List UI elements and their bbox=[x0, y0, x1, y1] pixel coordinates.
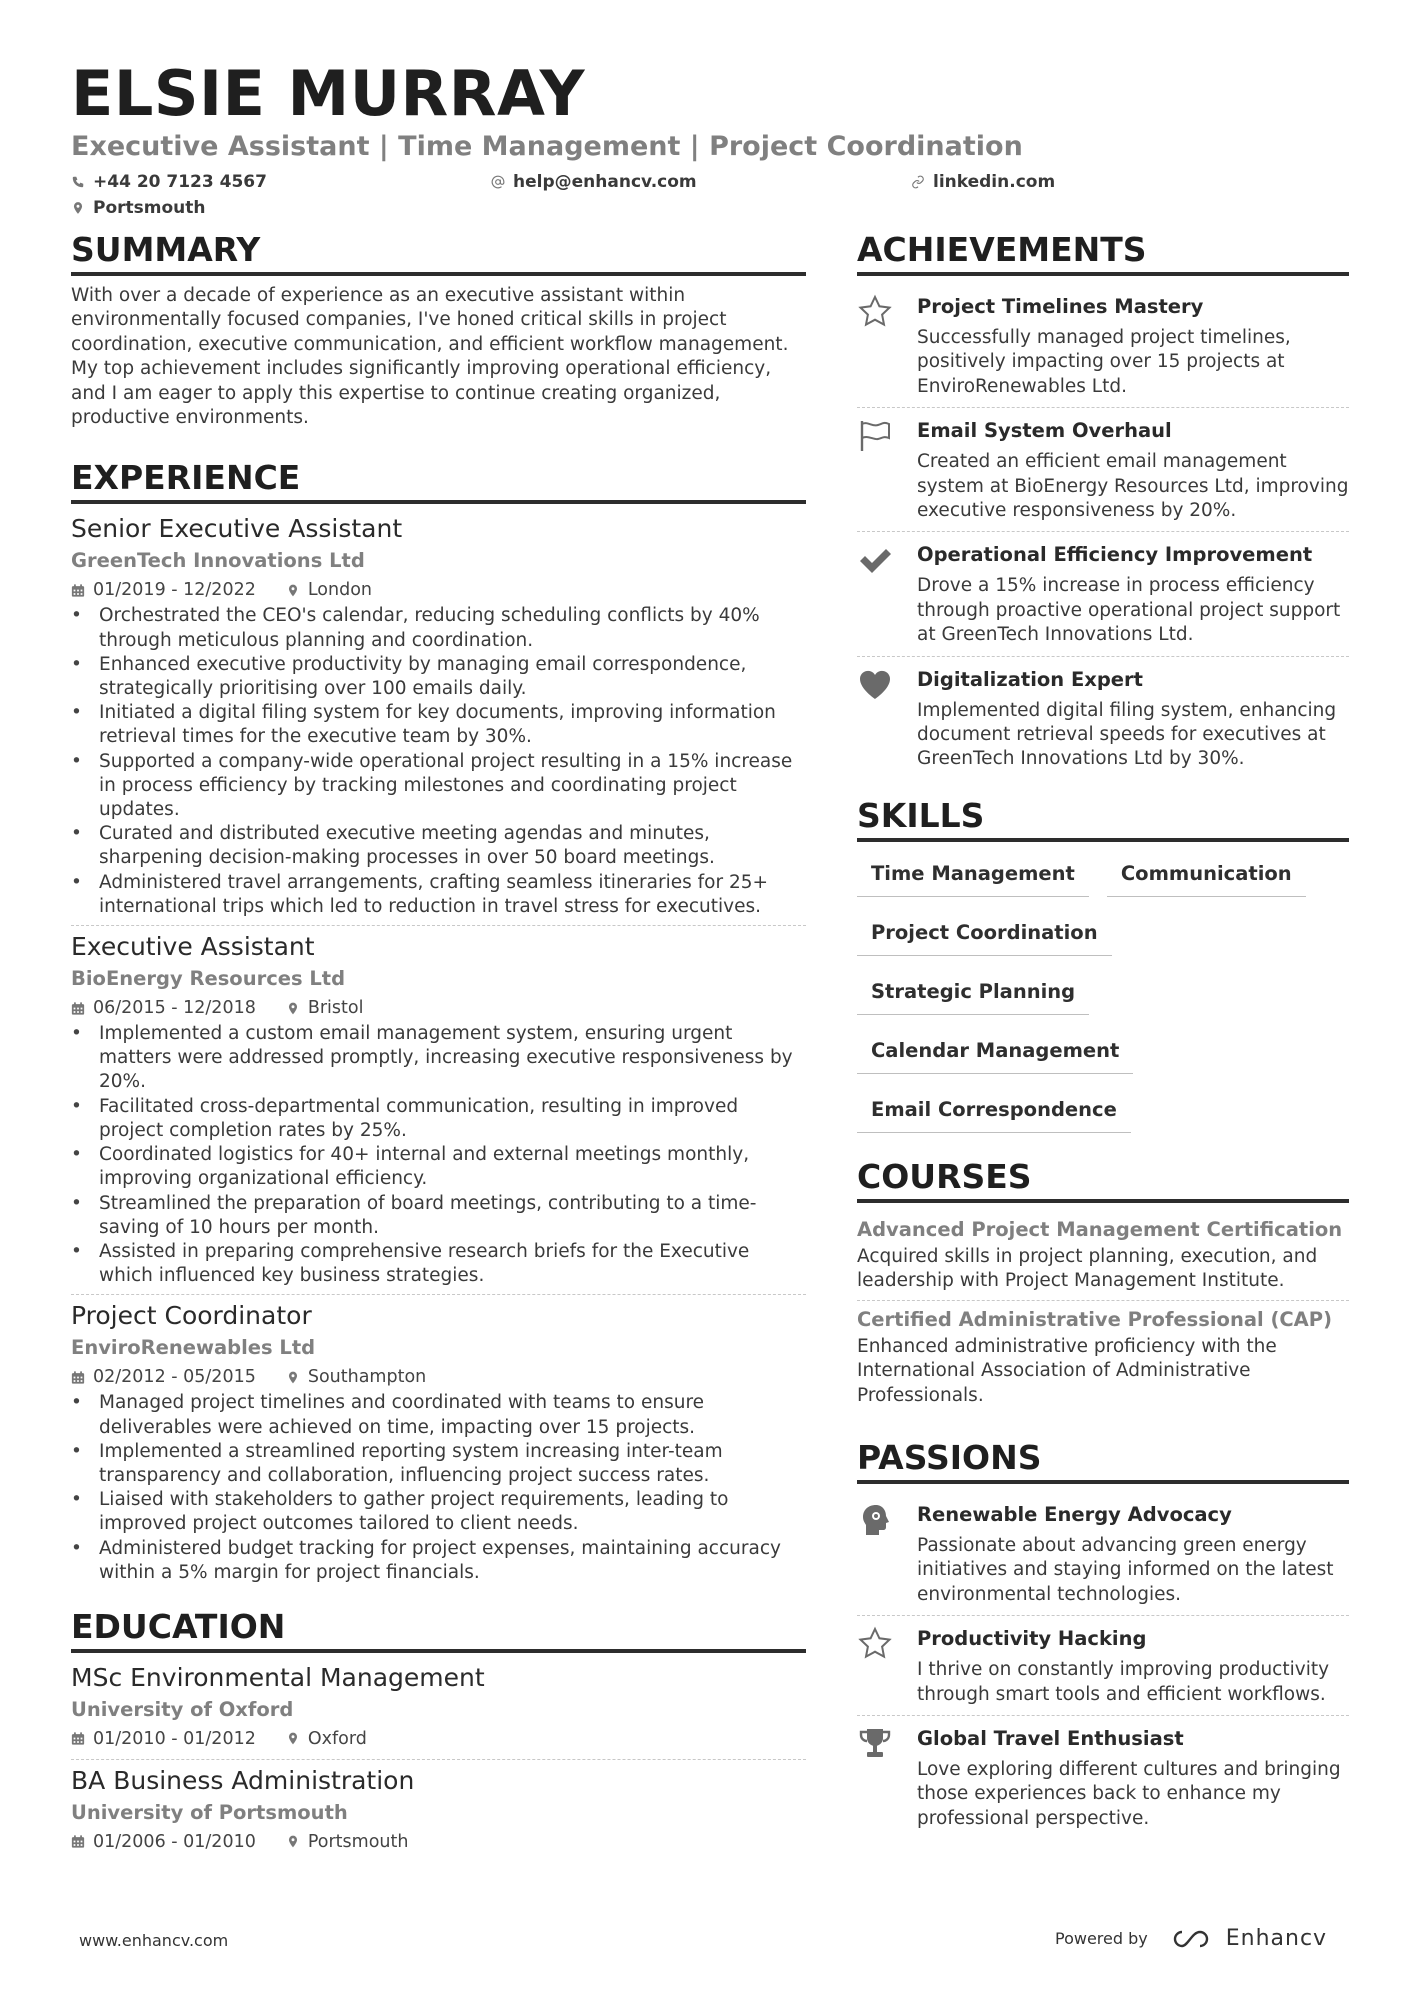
passion-item-title: Productivity Hacking bbox=[917, 1627, 1147, 1651]
skills-heading: SKILLS bbox=[857, 794, 1349, 842]
job-dates-text: 06/2015 - 12/2018 bbox=[93, 998, 256, 1019]
achievement-item-body bbox=[917, 665, 1349, 772]
job-bullet: • Enhanced executive productivity by managing email correspondence, strategically prioritising over 100 emails daily. bbox=[71, 653, 806, 701]
job-bullets bbox=[71, 604, 806, 919]
right-column bbox=[857, 228, 1349, 1839]
achievement-item-description: Drove a 15% increase in process efficiency through proactive operational project support at GreenTech Innovations Ltd. bbox=[917, 575, 1341, 646]
job-bullet: • Implemented a custom email management system, ensuring urgent matters were addressed promptly, increasing executive responsiveness by 20%. bbox=[71, 1022, 806, 1095]
job-location-text: Bristol bbox=[307, 998, 364, 1019]
brand-logo[interactable] bbox=[1170, 1926, 1327, 1951]
trophy-icon bbox=[857, 1724, 917, 1831]
email-text: help@enhancv.com bbox=[513, 172, 697, 192]
job-meta bbox=[71, 576, 806, 604]
passion-list bbox=[857, 1492, 1349, 1839]
achievement-item bbox=[857, 531, 1349, 655]
education-location bbox=[286, 1725, 367, 1753]
course-title: Advanced Project Management Certification bbox=[857, 1217, 1343, 1241]
job-bullet: • Administered travel arrangements, crafting seamless itineraries for 25+ international trips which led to reduction in travel stress for executives. bbox=[71, 871, 806, 919]
passion-item-description: I thrive on constantly improving productivity through smart tools and efficient workflows. bbox=[917, 1659, 1330, 1705]
passion-item bbox=[857, 1492, 1349, 1615]
education-entry bbox=[71, 1759, 806, 1862]
passions-section bbox=[857, 1436, 1349, 1839]
education-heading: EDUCATION bbox=[71, 1605, 806, 1653]
achievement-item-title: Digitalization Expert bbox=[917, 667, 1143, 691]
job-bullet: • Curated and distributed executive meeting agendas and minutes, sharpening decision-making processes in over 50 board meetings. bbox=[71, 822, 806, 870]
location-pin-icon bbox=[286, 1731, 300, 1746]
job-bullet: • Managed project timelines and coordinated with teams to ensure deliverables were achieved on time, impacting over 15 projects. bbox=[71, 1391, 806, 1439]
education-entry bbox=[71, 1661, 806, 1759]
education-location-text: Portsmouth bbox=[307, 1831, 409, 1852]
job-company: GreenTech Innovations Ltd bbox=[71, 549, 365, 573]
achievement-item-title: Operational Efficiency Improvement bbox=[917, 543, 1313, 567]
at-icon bbox=[491, 175, 505, 189]
job-bullet: • Orchestrated the CEO's calendar, reducing scheduling conflicts by 40% through meticulous planning and coordination. bbox=[71, 604, 806, 652]
passion-item-body bbox=[917, 1500, 1349, 1607]
job-location bbox=[286, 576, 372, 604]
education-dates bbox=[71, 1828, 256, 1856]
star-icon bbox=[857, 292, 917, 399]
flag-icon bbox=[857, 416, 917, 523]
head-icon bbox=[857, 1500, 917, 1607]
checkmark-icon bbox=[857, 540, 917, 647]
achievement-item-description: Successfully managed project timelines, positively impacting over 15 projects at EnviroRenewables Ltd. bbox=[917, 327, 1291, 397]
skill-tag: Strategic Planning bbox=[857, 974, 1089, 1015]
contact-linkedin[interactable] bbox=[911, 170, 1055, 194]
location-pin-icon bbox=[286, 1001, 300, 1016]
job-bullet: • Administered budget tracking for project expenses, maintaining accuracy within a 5% margin for project financials. bbox=[71, 1537, 806, 1585]
job-bullet: • Liaised with stakeholders to gather project requirements, leading to improved project outcomes tailored to client needs. bbox=[71, 1488, 806, 1536]
job-location bbox=[286, 994, 364, 1022]
education-school: University of Portsmouth bbox=[71, 1800, 348, 1824]
linkedin-text: linkedin.com bbox=[933, 172, 1056, 192]
calendar-icon bbox=[71, 1731, 85, 1746]
achievement-item-description: Created an efficient email management system at BioEnergy Resources Ltd, improving executive responsiveness by 20%. bbox=[917, 451, 1349, 522]
achievements-section bbox=[857, 228, 1349, 780]
contact-email[interactable] bbox=[491, 170, 697, 194]
job-bullet: • Supported a company-wide operational project resulting in a 15% increase in process efficiency by tracking milestones and coordinating project updates. bbox=[71, 750, 806, 823]
location-pin-icon bbox=[286, 1370, 300, 1385]
course-title: Certified Administrative Professional (CAP) bbox=[857, 1307, 1332, 1331]
course-list bbox=[857, 1211, 1349, 1414]
summary-text: With over a decade of experience as an executive assistant within environmentally focused companies, I've honed critical skills in project coordination, executive communication, and efficient workflow management. My top achievement includes significantly improving operational efficiency, and I am eager to apply this expertise to continue creating organized, productive environments. bbox=[71, 285, 789, 429]
candidate-title: Executive Assistant | Time Management | Project Coordination bbox=[71, 131, 1023, 162]
job-title: Senior Executive Assistant bbox=[71, 514, 403, 544]
job-dates-text: 02/2012 - 05/2015 bbox=[93, 1367, 256, 1388]
location-pin-icon bbox=[71, 201, 85, 215]
education-dates-text: 01/2006 - 01/2010 bbox=[93, 1831, 256, 1852]
courses-section bbox=[857, 1155, 1349, 1414]
achievements-heading: ACHIEVEMENTS bbox=[857, 228, 1349, 276]
skill-tag: Email Correspondence bbox=[857, 1092, 1131, 1133]
job-list bbox=[71, 512, 806, 1591]
job-bullet: • Initiated a digital filing system for key documents, improving information retrieval times for the executive team by 30%. bbox=[71, 701, 806, 749]
calendar-icon bbox=[71, 1370, 85, 1385]
job-company: BioEnergy Resources Ltd bbox=[71, 967, 346, 991]
job-bullet: • Assisted in preparing comprehensive research briefs for the Executive which influenced key business strategies. bbox=[71, 1240, 806, 1288]
education-degree: BA Business Administration bbox=[71, 1765, 415, 1795]
job-meta bbox=[71, 1363, 806, 1391]
passion-item bbox=[857, 1615, 1349, 1715]
brand-name: Enhancv bbox=[1225, 1926, 1328, 1951]
calendar-icon bbox=[71, 583, 85, 598]
job-bullets bbox=[71, 1022, 806, 1288]
education-school: University of Oxford bbox=[71, 1697, 294, 1721]
resume-header bbox=[71, 56, 1351, 226]
footer-branding bbox=[1055, 1926, 1327, 1951]
skill-tag: Project Coordination bbox=[857, 915, 1112, 956]
job-dates bbox=[71, 576, 256, 604]
achievement-item-title: Project Timelines Mastery bbox=[917, 295, 1204, 318]
summary-heading: SUMMARY bbox=[71, 228, 806, 276]
passion-item-title: Renewable Energy Advocacy bbox=[917, 1502, 1232, 1526]
education-degree: MSc Environmental Management bbox=[71, 1662, 485, 1692]
calendar-icon bbox=[71, 1834, 85, 1849]
passion-item-body bbox=[917, 1624, 1349, 1707]
job-entry bbox=[71, 1294, 806, 1591]
job-location-text: London bbox=[307, 580, 372, 601]
education-list bbox=[71, 1661, 806, 1862]
job-bullets bbox=[71, 1391, 806, 1585]
achievement-item bbox=[857, 284, 1349, 407]
passion-item-title: Global Travel Enthusiast bbox=[917, 1726, 1184, 1750]
job-meta bbox=[71, 994, 806, 1022]
link-icon bbox=[911, 175, 925, 189]
job-bullet: • Implemented a streamlined reporting system increasing inter-team transparency and collaboration, influencing project success rates. bbox=[71, 1440, 806, 1488]
skill-tag: Time Management bbox=[857, 856, 1089, 897]
education-meta bbox=[71, 1828, 806, 1856]
skill-list bbox=[857, 850, 1349, 1133]
job-dates bbox=[71, 994, 256, 1022]
experience-heading: EXPERIENCE bbox=[71, 456, 806, 504]
candidate-name: ELSIE MURRAY bbox=[71, 57, 585, 130]
passions-heading: PASSIONS bbox=[857, 1436, 1349, 1484]
achievement-item-body bbox=[917, 540, 1349, 647]
enhancv-logo-icon bbox=[1170, 1928, 1216, 1950]
job-bullet: • Facilitated cross-departmental communication, resulting in improved project completion rates by 25%. bbox=[71, 1095, 806, 1143]
job-company: EnviroRenewables Ltd bbox=[71, 1336, 316, 1360]
education-location bbox=[286, 1828, 409, 1856]
job-dates-text: 01/2019 - 12/2022 bbox=[93, 580, 256, 601]
contact-info bbox=[71, 170, 1351, 226]
achievement-item-body bbox=[917, 292, 1349, 399]
course-description: Enhanced administrative proficiency with the International Association of Administrative Professionals. bbox=[857, 1335, 1277, 1406]
job-entry bbox=[71, 925, 806, 1294]
skill-tag: Communication bbox=[1107, 856, 1306, 897]
job-bullet: • Streamlined the preparation of board meetings, contributing to a time-saving of 10 hours per month. bbox=[71, 1192, 806, 1240]
education-dates bbox=[71, 1725, 256, 1753]
passion-item-description: Love exploring different cultures and bringing those experiences back to enhance my professional perspective. bbox=[917, 1758, 1341, 1829]
location-pin-icon bbox=[286, 1834, 300, 1849]
experience-section bbox=[71, 456, 806, 1591]
passion-item-description: Passionate about advancing green energy initiatives and staying informed on the latest environmental technologies. bbox=[917, 1534, 1334, 1605]
contact-location bbox=[71, 196, 206, 220]
heart-icon bbox=[857, 665, 917, 772]
education-section bbox=[71, 1605, 806, 1862]
education-meta bbox=[71, 1725, 806, 1753]
location-pin-icon bbox=[286, 583, 300, 598]
passion-item-body bbox=[917, 1724, 1349, 1831]
course-item bbox=[857, 1211, 1349, 1300]
location-text: Portsmouth bbox=[93, 198, 206, 218]
job-location-text: Southampton bbox=[307, 1367, 427, 1388]
star-icon bbox=[857, 1624, 917, 1707]
skill-tag: Calendar Management bbox=[857, 1033, 1133, 1074]
left-column bbox=[71, 228, 806, 1862]
education-dates-text: 01/2010 - 01/2012 bbox=[93, 1728, 256, 1749]
achievement-item-description: Implemented digital filing system, enhancing document retrieval speeds for executives at GreenTech Innovations Ltd by 30%. bbox=[917, 699, 1337, 770]
achievement-list bbox=[857, 284, 1349, 780]
achievement-item bbox=[857, 656, 1349, 780]
courses-heading: COURSES bbox=[857, 1155, 1349, 1203]
job-entry bbox=[71, 512, 806, 925]
calendar-icon bbox=[71, 1001, 85, 1016]
achievement-item-title: Email System Overhaul bbox=[917, 419, 1172, 443]
job-dates bbox=[71, 1363, 256, 1391]
footer-website[interactable]: www.enhancv.com bbox=[79, 1931, 229, 1950]
powered-by-text: Powered by bbox=[1055, 1929, 1148, 1948]
course-description: Acquired skills in project planning, execution, and leadership with Project Management Institute. bbox=[857, 1245, 1318, 1292]
job-title: Executive Assistant bbox=[71, 932, 315, 962]
job-bullet: • Coordinated logistics for 40+ internal and external meetings monthly, improving organizational efficiency. bbox=[71, 1143, 806, 1191]
achievement-item bbox=[857, 407, 1349, 531]
summary-section bbox=[71, 228, 806, 430]
passion-item bbox=[857, 1715, 1349, 1839]
job-location bbox=[286, 1363, 426, 1391]
education-location-text: Oxford bbox=[307, 1728, 367, 1749]
skills-section bbox=[857, 794, 1349, 1133]
contact-phone[interactable] bbox=[71, 170, 267, 194]
phone-text: +44 20 7123 4567 bbox=[93, 172, 267, 192]
job-title: Project Coordinator bbox=[71, 1301, 312, 1331]
achievement-item-body bbox=[917, 416, 1349, 523]
course-item bbox=[857, 1300, 1349, 1414]
phone-icon bbox=[71, 175, 85, 189]
